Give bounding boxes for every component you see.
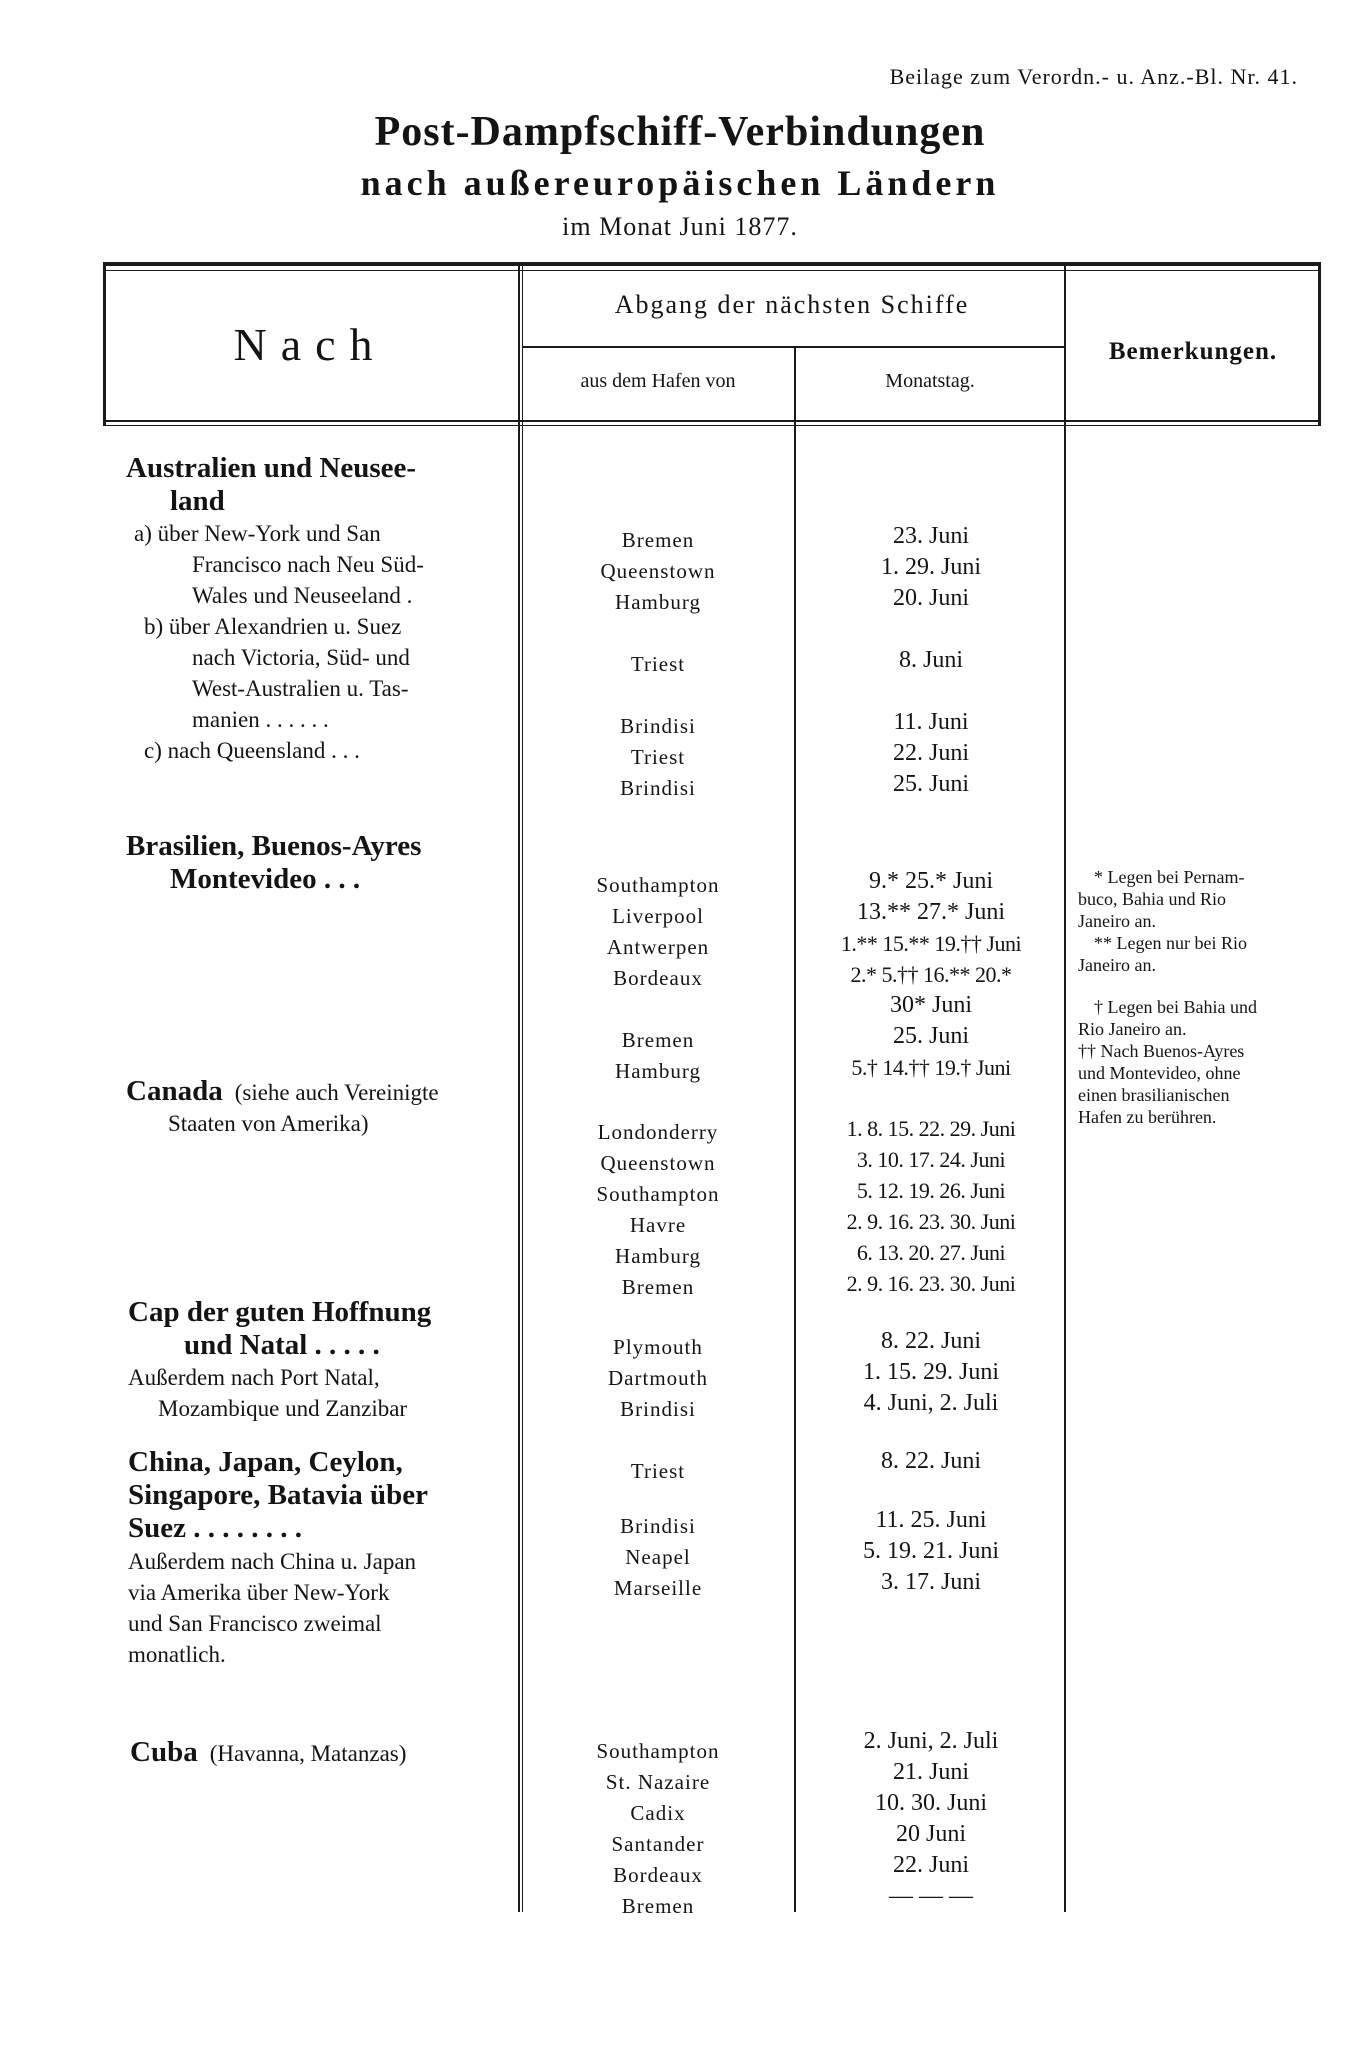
remark-line: ** Legen nur bei Rio	[1094, 933, 1247, 953]
destination-line: Cap der guten Hoffnung	[128, 1296, 432, 1328]
remark-line: einen brasilianischen	[1078, 1085, 1230, 1105]
sailing-days: 5.† 14.†† 19.† Juni	[851, 1055, 1011, 1080]
right-border	[1318, 262, 1321, 426]
route-line: manien . . . . . .	[192, 707, 329, 732]
port-queenstown: Queenstown	[600, 559, 716, 583]
header-monatstag: Monatstag.	[885, 370, 975, 392]
route-line: Mozambique und Zanzibar	[158, 1396, 408, 1421]
sailing-days: 9.* 25.* Juni	[868, 868, 993, 894]
page-date-line: im Monat Juni 1877.	[562, 212, 798, 241]
sailing-days: 8. Juni	[898, 647, 963, 673]
destination-line: Singapore, Batavia über	[128, 1479, 428, 1511]
port-hamburg: Hamburg	[615, 590, 701, 614]
route-line: c) nach Queensland . . .	[144, 738, 360, 763]
port-dartmouth: Dartmouth	[608, 1366, 708, 1390]
sailing-days: 23. Juni	[892, 523, 969, 549]
port-southampton: Southampton	[596, 873, 720, 897]
port-hamburg: Hamburg	[615, 1059, 701, 1083]
australien-routes	[134, 518, 424, 766]
china-note	[128, 1546, 416, 1670]
destination-cuba	[130, 1736, 406, 1773]
port-st-nazaire: St. Nazaire	[605, 1770, 711, 1794]
sailing-days: 2. Juni, 2. Juli	[863, 1728, 999, 1754]
sailing-days: 11. 25. Juni	[875, 1507, 987, 1533]
remark-line: Janeiro an.	[1078, 955, 1156, 975]
sailing-days: 6. 13. 20. 27. Juni	[856, 1240, 1006, 1265]
destination-china	[128, 1446, 428, 1545]
destination-line: Montevideo . . .	[170, 863, 361, 895]
sailing-days: 3. 10. 17. 24. Juni	[856, 1147, 1006, 1172]
port-bordeaux: Bordeaux	[613, 1863, 703, 1887]
sailing-days: 1. 15. 29. Juni	[862, 1359, 999, 1385]
sailing-days: 11. Juni	[893, 709, 969, 735]
header-bemerkungen: Bemerkungen.	[1108, 338, 1278, 365]
route-line: a) über New-York und San	[134, 521, 381, 546]
port-triest: Triest	[630, 652, 686, 676]
destination-line: und Natal . . . . .	[184, 1329, 380, 1361]
header-abgang: Abgang der nächsten Schiffe	[614, 290, 970, 319]
remark-line: †† Nach Buenos-Ayres	[1078, 1041, 1245, 1061]
header-bottom-rule	[103, 420, 1321, 422]
table-top-rule-inner	[103, 270, 1321, 271]
port-bremen: Bremen	[621, 528, 695, 552]
port-southampton: Southampton	[596, 1739, 720, 1763]
sailing-days: 1. 8. 15. 22. 29. Juni	[846, 1116, 1016, 1141]
port-plymouth: Plymouth	[613, 1335, 703, 1359]
route-line: Francisco nach Neu Süd-	[192, 552, 424, 577]
sailing-days: 21. Juni	[892, 1759, 969, 1785]
remark-line: Rio Janeiro an.	[1078, 1019, 1187, 1039]
page-subtitle: nach außereuropäischen Ländern	[360, 163, 1000, 203]
port-liverpool: Liverpool	[612, 904, 704, 928]
destination-brasilien	[126, 830, 421, 896]
port-hamburg: Hamburg	[615, 1244, 701, 1268]
destination-line: Cuba	[130, 1736, 198, 1768]
port-brindisi: Brindisi	[620, 1514, 696, 1538]
port-brindisi: Brindisi	[620, 1397, 696, 1421]
destination-line: land	[170, 485, 225, 517]
column-divider-3	[1064, 266, 1066, 1912]
column-divider-1b	[522, 266, 523, 1912]
header-bottom-rule-inner	[103, 425, 1321, 426]
port-queenstown: Queenstown	[600, 1151, 716, 1175]
destination-line: Suez . . . . . . . .	[128, 1512, 302, 1544]
destination-cap	[128, 1296, 431, 1362]
remarks-brasilien	[1078, 866, 1257, 1128]
port-bremen: Bremen	[621, 1028, 695, 1052]
remark-line: und Montevideo, ohne	[1078, 1063, 1241, 1083]
header-hafen: aus dem Hafen von	[580, 370, 736, 392]
sailing-days: 13.** 27.* Juni	[856, 899, 1005, 925]
supplement-line: Beilage zum Verordn.- u. Anz.-Bl. Nr. 41.	[889, 64, 1298, 89]
sailing-days: 1.** 15.** 19.†† Juni	[840, 931, 1022, 956]
remark-line: * Legen bei Pernam-	[1094, 867, 1245, 887]
page-title: Post-Dampfschiff-Verbindungen	[374, 109, 986, 155]
route-line: und San Francisco zweimal	[128, 1611, 382, 1636]
port-bordeaux: Bordeaux	[613, 966, 703, 990]
destination-line: Canada	[126, 1075, 223, 1107]
route-line: via Amerika über New-York	[128, 1580, 390, 1605]
destination-australien	[126, 452, 416, 518]
sailing-days: 2. 9. 16. 23. 30. Juni	[846, 1209, 1016, 1234]
remark-line: Hafen zu berühren.	[1078, 1107, 1217, 1127]
sailing-days: — — —	[889, 1883, 973, 1909]
sailing-days: 22. Juni	[892, 1852, 969, 1878]
remark-line: buco, Bahia und Rio	[1078, 889, 1226, 909]
port-bremen: Bremen	[621, 1275, 695, 1299]
port-brindisi: Brindisi	[620, 776, 696, 800]
port-havre: Havre	[629, 1213, 687, 1237]
destination-note: Staaten von Amerika)	[168, 1111, 369, 1136]
sailing-days: 2.* 5.†† 16.** 20.*	[850, 962, 1012, 987]
destination-line: China, Japan, Ceylon,	[128, 1446, 403, 1478]
remark-line	[1078, 976, 1257, 996]
sailing-days: 8. 22. Juni	[880, 1328, 981, 1354]
port-marseille: Marseille	[613, 1576, 703, 1600]
port-santander: Santander	[611, 1832, 705, 1856]
route-line: Wales und Neuseeland .	[192, 583, 413, 608]
port-brindisi: Brindisi	[620, 714, 696, 738]
sailing-days: 20. Juni	[892, 585, 969, 611]
port-cadix: Cadix	[630, 1801, 686, 1825]
header-nach: Nach	[233, 319, 387, 370]
remark-line: † Legen bei Bahia und	[1094, 997, 1257, 1017]
port-triest: Triest	[630, 1459, 686, 1483]
port-antwerpen: Antwerpen	[606, 935, 710, 959]
cap-note	[128, 1362, 407, 1424]
remark-line: Janeiro an.	[1078, 911, 1156, 931]
route-line: b) über Alexandrien u. Suez	[144, 614, 402, 639]
sailing-days: 1. 29. Juni	[880, 554, 981, 580]
sailing-days: 25. Juni	[892, 1023, 969, 1049]
sailing-days: 5. 12. 19. 26. Juni	[856, 1178, 1006, 1203]
subheader-rule	[522, 346, 1064, 348]
sailing-days: 8. 22. Juni	[880, 1448, 981, 1474]
sailing-days: 4. Juni, 2. Juli	[863, 1390, 999, 1416]
destination-canada	[126, 1075, 439, 1112]
table-top-rule	[103, 262, 1321, 266]
route-line: monatlich.	[128, 1642, 226, 1667]
sailing-days: 20 Juni	[895, 1821, 966, 1847]
sailing-days: 22. Juni	[892, 740, 969, 766]
port-bremen: Bremen	[621, 1894, 695, 1918]
destination-note: (siehe auch Vereinigte	[234, 1080, 439, 1105]
sailing-days: 10. 30. Juni	[874, 1790, 987, 1816]
route-line: nach Victoria, Süd- und	[192, 645, 410, 670]
destination-line: Australien und Neusee-	[126, 452, 417, 484]
destination-line: Brasilien, Buenos-Ayres	[126, 830, 422, 862]
route-line: Außerdem nach China u. Japan	[128, 1549, 417, 1574]
sailing-days: 5. 19. 21. Juni	[862, 1538, 999, 1564]
route-line: Außerdem nach Port Natal,	[128, 1365, 380, 1390]
port-neapel: Neapel	[625, 1545, 691, 1569]
port-southampton: Southampton	[596, 1182, 720, 1206]
port-triest: Triest	[630, 745, 686, 769]
sailing-days: 25. Juni	[892, 771, 969, 797]
port-londonderry: Londonderry	[597, 1120, 719, 1144]
route-line: West-Australien u. Tas-	[192, 676, 409, 701]
sailing-days: 30* Juni	[889, 992, 972, 1018]
sailing-days: 2. 9. 16. 23. 30. Juni	[846, 1271, 1016, 1296]
sailing-days: 3. 17. Juni	[880, 1569, 981, 1595]
destination-note: (Havanna, Matanzas)	[209, 1741, 407, 1766]
column-divider-1	[518, 266, 520, 1912]
